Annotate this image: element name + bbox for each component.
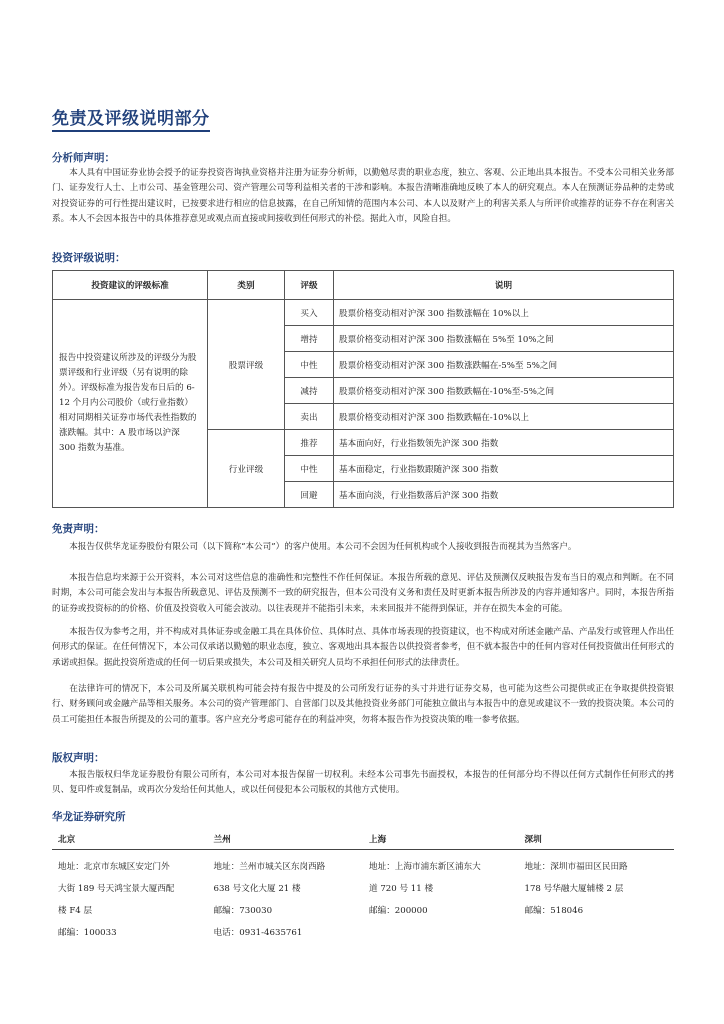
analyst-statement-heading: 分析师声明： [52,152,115,164]
office-city-shenzhen: 深圳 [519,829,675,850]
office-address-shanghai [363,850,519,945]
grade-cell: 中性 [285,352,334,378]
column-header-description: 说明 [334,271,674,300]
address-line: 638 号文化大厦 21 楼 [213,884,301,894]
postcode-line: 邮编：518046 [524,906,584,916]
description-cell: 股票价格变动相对沪深 300 指数跌幅在-10%以上 [334,404,674,430]
address-line: 道 720 号 11 楼 [369,884,434,894]
description-cell: 股票价格变动相对沪深 300 指数涨幅在 10%以上 [334,300,674,326]
column-header-standard: 投资建议的评级标准 [53,271,208,300]
description-cell: 股票价格变动相对沪深 300 指数涨幅在 5%至 10%之间 [334,326,674,352]
grade-cell: 减持 [285,378,334,404]
description-cell: 基本面向好，行业指数领先沪深 300 指数 [334,430,674,456]
description-cell: 基本面稳定，行业指数跟随沪深 300 指数 [334,456,674,482]
grade-cell: 增持 [285,326,334,352]
postcode-line: 邮编：100033 [58,928,117,938]
rating-table-header [53,271,674,300]
disclaimer-heading: 免责声明： [52,523,105,535]
office-city-beijing: 北京 [52,829,208,850]
column-header-grade: 评级 [285,271,334,300]
office-address-beijing [52,850,208,945]
postcode-line: 邮编：200000 [369,906,428,916]
address-line: 地址：兰州市城关区东岗西路 [213,862,326,872]
description-cell: 股票价格变动相对沪深 300 指数跌幅在-10%至-5%之间 [334,378,674,404]
grade-cell: 卖出 [285,404,334,430]
rating-table [52,270,674,508]
copyright-heading: 版权声明： [52,752,105,764]
postcode-line: 邮编：730030 [213,906,273,916]
table-row [53,300,674,326]
rating-explanation-heading: 投资评级说明： [52,252,126,264]
address-line: 地址：深圳市福田区民田路 [524,862,628,872]
page-title: 免责及评级说明部分 [52,104,210,132]
disclaimer-paragraph-3: 本报告仅为参考之用，并不构成对具体证券或金融工具在具体价位、具体时点、具体市场表现的投资建议，也不构成对所述金融产品、产品发行或管理人作出任何形式的保证。在任何情况下，本公司仅承诺以勤勉的职业态度，独立、客观地出具本报告以供投资者参考，但不就本报告中的任何内容对任何投资做出任何形式的承诺或担保。据此投资所造成的任何一切后果或损失，本公司及相关研究人员均不承担任何形式的法律责任。 [52,627,674,668]
grade-cell: 中性 [285,456,334,482]
copyright-text: 本报告版权归华龙证券股份有限公司所有，本公司对本报告保留一切权利。未经本公司事先书面授权，本报告的任何部分均不得以任何方式制作任何形式的拷贝、复印件或复制品，或再次分发给任何其他人，或以任何侵犯本公司版权的其他方式使用。 [52,770,674,796]
analyst-statement-text: 本人具有中国证券业协会授予的证券投资咨询执业资格并注册为证券分析师，以勤勉尽责的职业态度，独立、客观、公正地出具本报告。不受本公司相关业务部门、证券发行人士、上市公司、基金管理公司、资产管理公司等利益相关者的干涉和影响。本报告清晰准确地反映了本人的研究观点。本人在预测证券品种的走势或对投资证券的可行性提出建议时，已按要求进行相应的信息披露，在自己所知情的范围内本公司、本人以及财产上的利害关系人与所评价或推荐的证券不存在利害关系。本人不会因本报告中的具体推荐意见或观点而直接或间接收到任何形式的补偿。据此入市，风险自担。 [52,168,674,225]
institute-heading: 华龙证券研究所 [52,811,126,823]
disclaimer-paragraph-1: 本报告仅供华龙证券股份有限公司（以下简称“本公司”）的客户使用。本公司不会因为任何机构或个人接收到报告而视其为当然客户。 [69,542,577,552]
grade-cell: 回避 [285,482,334,508]
address-line: 地址：上海市浦东新区浦东大 [369,862,481,872]
office-address-shenzhen [519,850,675,945]
office-city-shanghai: 上海 [363,829,519,850]
stock-rating-category: 股票评级 [208,300,285,430]
column-header-category: 类别 [208,271,285,300]
industry-rating-category: 行业评级 [208,430,285,508]
grade-cell: 买入 [285,300,334,326]
grade-cell: 推荐 [285,430,334,456]
address-line: 大街 189 号天鸿宝景大厦西配 [58,884,175,894]
address-line: 178 号华融大厦辅楼 2 层 [524,884,624,894]
office-address-lanzhou [208,850,364,945]
description-cell: 股票价格变动相对沪深 300 指数涨跌幅在-5%至 5%之间 [334,352,674,378]
disclaimer-paragraph-4: 在法律许可的情况下，本公司及所属关联机构可能会持有报告中提及的公司所发行证券的头寸并进行证券交易，也可能为这些公司提供或正在争取提供投资银行、财务顾问或金融产品等相关服务。本公司的资产管理部门、自营部门以及其他投资业务部门可能独立做出与本报告中的意见或建议不一致的投资决策。本公司的员工可能担任本报告所提及的公司的董事。客户应充分考虑可能存在的利益冲突，勿将本报告作为投资决策的唯一参考依据。 [52,684,674,725]
phone-line: 电话：0931-4635761 [213,928,303,938]
description-cell: 基本面向淡，行业指数落后沪深 300 指数 [334,482,674,508]
disclaimer-paragraph-2: 本报告信息均来源于公开资料，本公司对这些信息的准确性和完整性不作任何保证。本报告所载的意见、评估及预测仅反映报告发布当日的观点和判断。在不同时期，本公司可能会发出与本报告所载意见、评估及预测不一致的研究报告，但本公司没有义务和责任及时更新本报告所涉及的内容并通知客户。同时，本报告所指的证券或投资标的的价格、价值及投资收入可能会波动。以往表现并不能指引未来，未来回报并不能得到保证，并存在损失本金的可能。 [52,573,674,614]
rating-standard-text: 报告中投资建议所涉及的评级分为股票评级和行业评级（另有说明的除外）。评级标准为报告发布日后的 6-12 个月内公司股价（或行业指数）相对同期相关证券市场代表性指数的涨跌幅。其中：A 股市场以沪深 300 指数为基准。 [53,300,208,508]
office-address-table [52,829,674,944]
address-line: 楼 F4 层 [58,906,93,916]
office-city-lanzhou: 兰州 [208,829,364,850]
address-line: 地址：北京市东城区安定门外 [58,862,170,872]
